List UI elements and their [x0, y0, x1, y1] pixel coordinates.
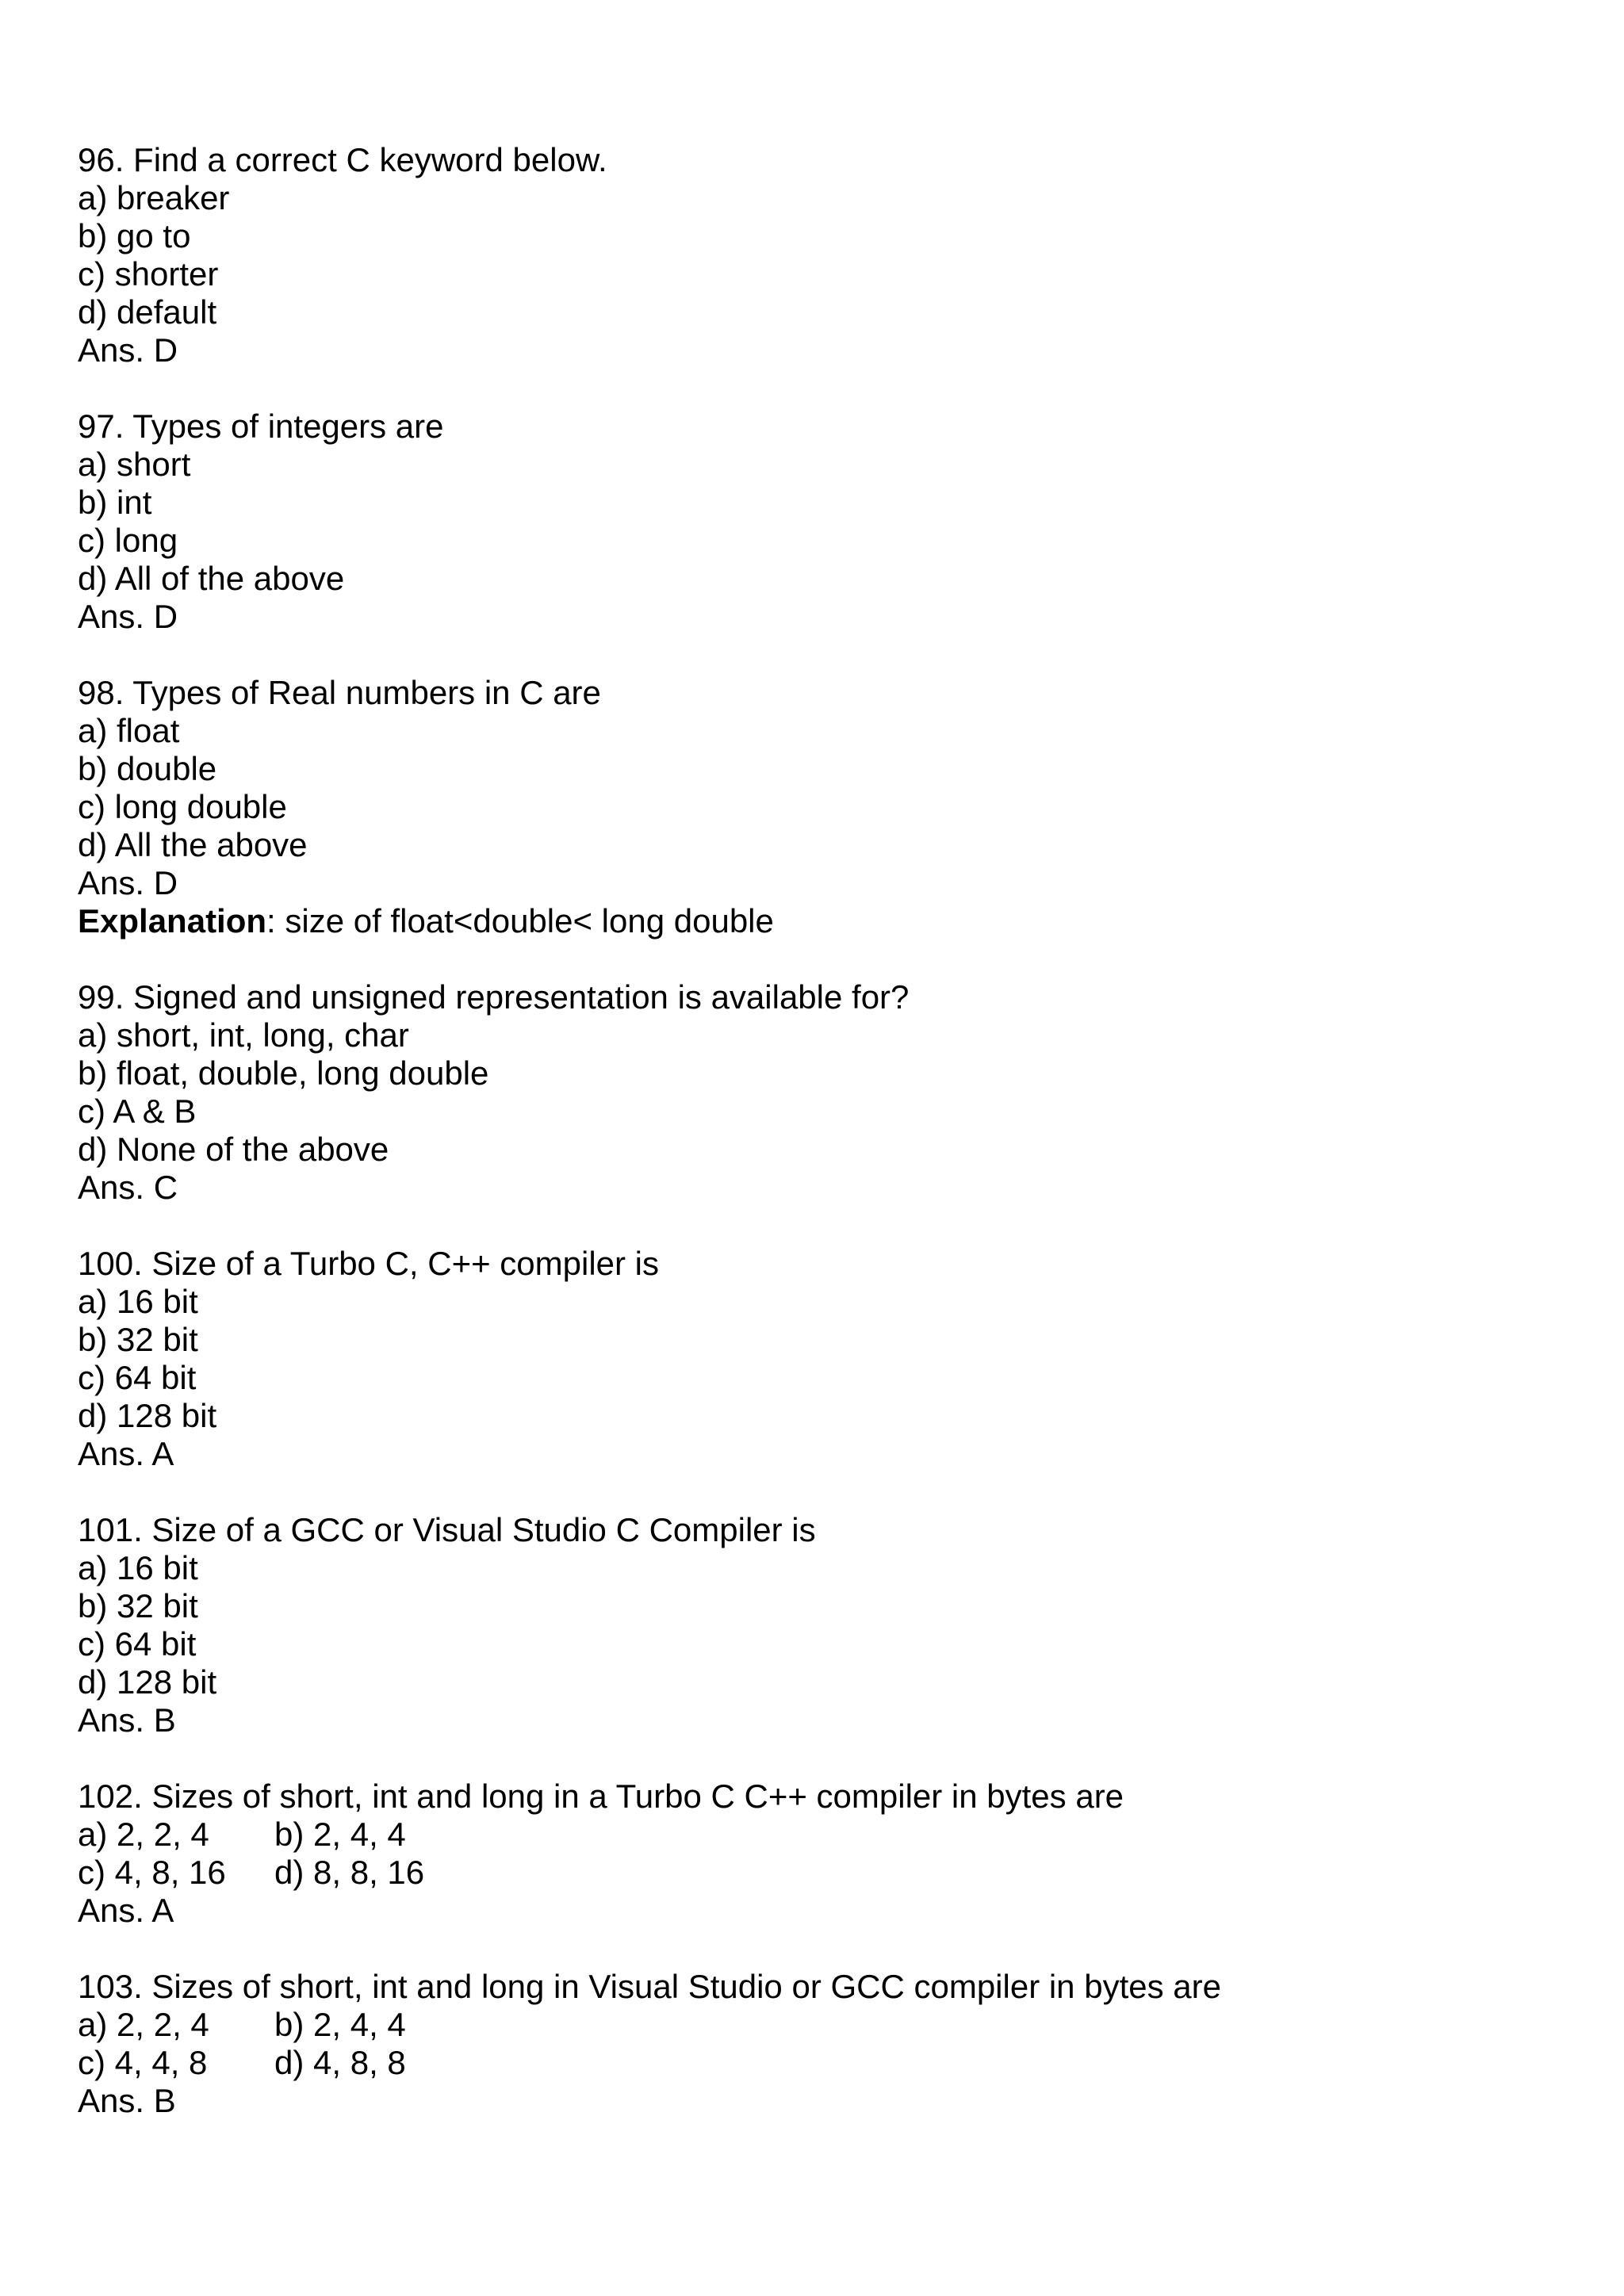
- explanation-text: : size of float<double< long double: [266, 902, 774, 939]
- question-98: [78, 674, 1584, 940]
- answer: Ans. A: [78, 1892, 174, 1929]
- option-a: a) 16 bit: [78, 1283, 198, 1320]
- option-b: b) double: [78, 750, 217, 787]
- question-stem: 98. Types of Real numbers in C are: [78, 674, 601, 711]
- option-c: c) 4, 4, 8: [78, 2044, 208, 2081]
- explanation: [78, 902, 1584, 940]
- option-d: d) 128 bit: [78, 1663, 217, 1701]
- option-d: d) None of the above: [78, 1131, 389, 1168]
- option-d: d) 128 bit: [78, 1397, 217, 1434]
- question-stem: 101. Size of a GCC or Visual Studio C Compiler is: [78, 1511, 816, 1548]
- option-row: [78, 1816, 1584, 1854]
- option-a: a) float: [78, 712, 180, 749]
- option-a: a) short: [78, 446, 191, 483]
- option-c: c) A & B: [78, 1093, 197, 1130]
- option-a: a) short, int, long, char: [78, 1016, 409, 1054]
- option-c: c) 4, 8, 16: [78, 1854, 226, 1891]
- option-row: [78, 2006, 1584, 2044]
- question-stem: 97. Types of integers are: [78, 408, 444, 445]
- option-b: b) 32 bit: [78, 1587, 198, 1624]
- question-stem: 103. Sizes of short, int and long in Visual Studio or GCC compiler in bytes are: [78, 1968, 1221, 2005]
- option-row: [78, 1854, 1584, 1892]
- option-d: d) All the above: [78, 826, 308, 863]
- question-102: [78, 1777, 1584, 1930]
- option-a: a) 16 bit: [78, 1549, 198, 1586]
- answer: Ans. A: [78, 1435, 174, 1472]
- answer: Ans. B: [78, 1701, 176, 1739]
- question-stem: 102. Sizes of short, int and long in a Turbo C C++ compiler in bytes are: [78, 1777, 1124, 1815]
- option-a: a) breaker: [78, 179, 230, 216]
- question-101: [78, 1511, 1584, 1739]
- option-b: b) 2, 4, 4: [274, 1816, 406, 1853]
- option-c: c) long: [78, 522, 178, 559]
- option-b: b) go to: [78, 217, 191, 254]
- explanation-label: Explanation: [78, 902, 267, 939]
- question-97: [78, 408, 1584, 636]
- question-stem: 100. Size of a Turbo C, C++ compiler is: [78, 1245, 660, 1282]
- option-b: b) 2, 4, 4: [274, 2006, 406, 2043]
- question-stem: 96. Find a correct C keyword below.: [78, 141, 607, 178]
- option-b: b) float, double, long double: [78, 1054, 489, 1092]
- option-b: b) int: [78, 484, 152, 521]
- option-d: d) All of the above: [78, 560, 345, 597]
- option-b: b) 32 bit: [78, 1321, 198, 1358]
- answer: Ans. D: [78, 331, 178, 369]
- document-page: [78, 141, 1584, 2158]
- question-100: [78, 1245, 1584, 1473]
- answer: Ans. D: [78, 598, 178, 635]
- option-c: c) 64 bit: [78, 1625, 197, 1663]
- option-d: d) 8, 8, 16: [274, 1854, 425, 1891]
- option-a: a) 2, 2, 4: [78, 2006, 209, 2043]
- option-a: a) 2, 2, 4: [78, 1816, 209, 1853]
- option-row: [78, 2044, 1584, 2082]
- option-c: c) long double: [78, 788, 287, 825]
- option-d: d) 4, 8, 8: [274, 2044, 406, 2081]
- answer: Ans. D: [78, 864, 178, 901]
- question-103: [78, 1968, 1584, 2120]
- option-c: c) 64 bit: [78, 1359, 197, 1396]
- option-d: d) default: [78, 293, 217, 331]
- question-99: [78, 978, 1584, 1207]
- answer: Ans. C: [78, 1169, 178, 1206]
- option-c: c) shorter: [78, 255, 219, 293]
- question-96: [78, 141, 1584, 369]
- answer: Ans. B: [78, 2082, 176, 2119]
- question-stem: 99. Signed and unsigned representation is available for?: [78, 978, 910, 1016]
